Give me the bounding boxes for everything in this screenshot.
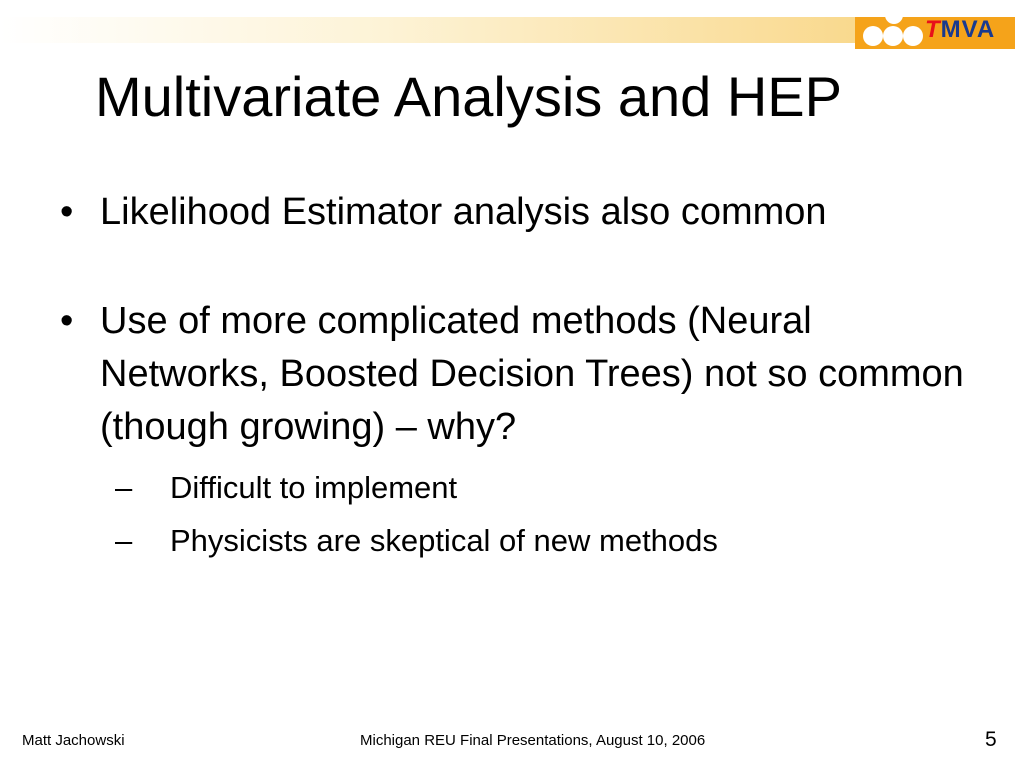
sub-bullet-item: – Difficult to implement (115, 461, 980, 514)
logo-dot-left (863, 26, 883, 46)
logo-letters-mva: MVA (940, 16, 996, 43)
logo-dot-middle (883, 26, 903, 46)
slide-title: Multivariate Analysis and HEP (95, 65, 843, 128)
footer-event: Michigan REU Final Presentations, August 10, 2006 (360, 732, 706, 749)
header-band (0, 17, 855, 43)
logo-text (925, 16, 995, 44)
slide-body (60, 186, 980, 567)
bullet-item: • Likelihood Estimator analysis also common (60, 186, 980, 239)
logo-letter-t: T (925, 16, 941, 43)
logo-dot-top (885, 6, 903, 24)
footer-author: Matt Jachowski (22, 732, 125, 749)
tmva-logo (855, 4, 1017, 48)
logo-dot-right (903, 26, 923, 46)
slide-number: 5 (985, 728, 997, 751)
sub-bullet-item: – Physicists are skeptical of new methods (115, 514, 980, 567)
bullet-item: • Use of more complicated methods (Neural Networks, Boosted Decision Trees) not so common (though growing) – why? (60, 295, 980, 454)
